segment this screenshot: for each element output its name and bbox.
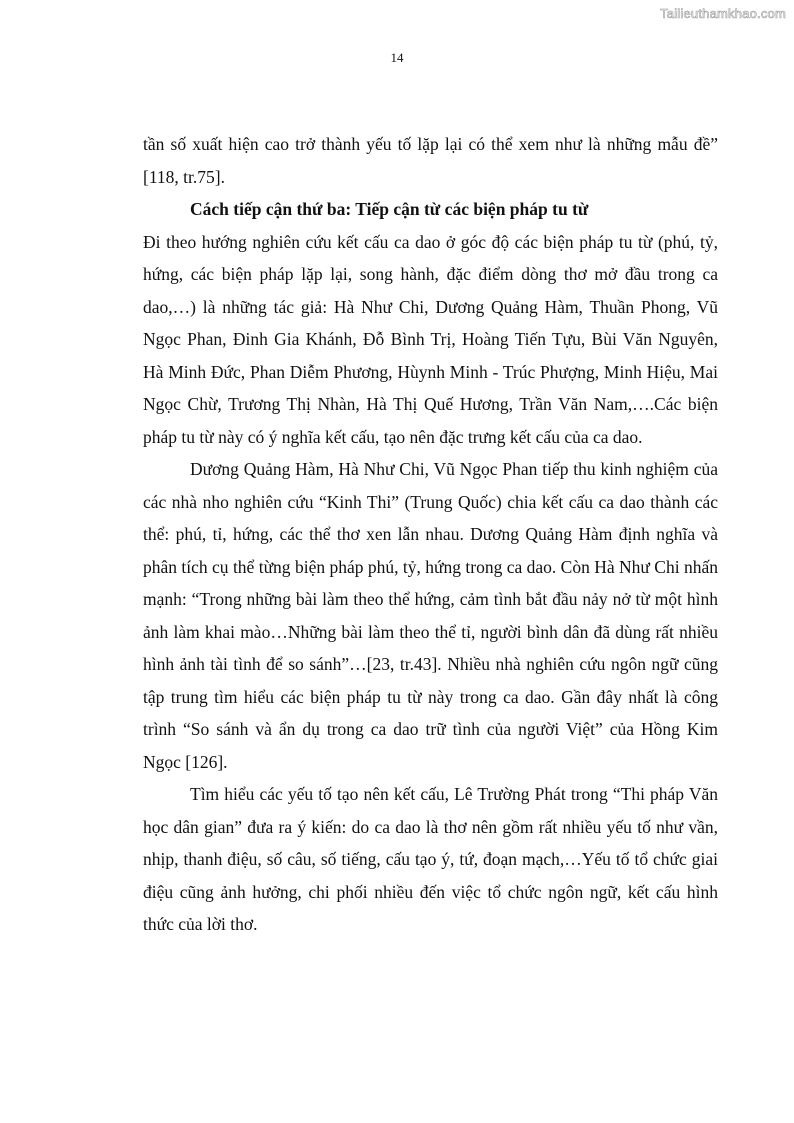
paragraph-structure-elements: Tìm hiểu các yếu tố tạo nên kết cấu, Lê Trường Phát trong “Thi pháp Văn học dân gian” đưa ra ý kiến: do ca dao là thơ nên gồm rất nhiều yếu tố như vần, nhịp, thanh điệu, số câu, số tiếng, cấu tạo ý, tứ, đoạn mạch,…Yếu tố tổ chức giai điệu cũng ảnh hưởng, chi phối nhiều đến việc tổ chức ngôn ngữ, kết cấu hình thức của lời thơ.	[143, 784, 718, 934]
document-body	[143, 128, 718, 941]
paragraph-approach-three: Đi theo hướng nghiên cứu kết cấu ca dao ở góc độ các biện pháp tu từ (phú, tỷ, hứng, các biện pháp lặp lại, song hành, đặc điểm dòng thơ mở đầu trong ca dao,…) là những tác giả: Hà Như Chi, Dương Quảng Hàm, Thuần Phong, Vũ Ngọc Phan, Đinh Gia Khánh, Đỗ Bình Trị, Hoàng Tiến Tựu, Bùi Văn Nguyên, Hà Minh Đức, Phan Diễm Phương, Hùynh Minh - Trúc Phượng, Minh Hiệu, Mai Ngọc Chừ, Trương Thị Nhàn, Hà Thị Quế Hương, Trần Văn Nam,….Các biện pháp tu từ này có ý nghĩa kết cấu, tạo nên đặc trưng kết cấu của ca dao.	[143, 231, 718, 447]
watermark: Tailieuthamkhao.com	[660, 6, 786, 21]
page-number: 14	[390, 50, 404, 65]
section-heading: Cách tiếp cận thứ ba: Tiếp cận từ các biện pháp tu từ	[190, 199, 589, 219]
paragraph-continuation: tần số xuất hiện cao trở thành yếu tố lặp lại có thể xem như là những mẫu đề” [118, tr.75].	[143, 134, 718, 187]
paragraph-kinh-thi: Dương Quảng Hàm, Hà Như Chi, Vũ Ngọc Phan tiếp thu kinh nghiệm của các nhà nho nghiên cứu “Kinh Thi” (Trung Quốc) chia kết cấu ca dao thành các thể: phú, tỉ, hứng, các thể thơ xen lẫn nhau. Dương Quảng Hàm định nghĩa và phân tích cụ thể từng biện pháp phú, tỷ, hứng trong ca dao. Còn Hà Như Chi nhấn mạnh: “Trong những bài làm theo thể hứng, cảm tình bắt đầu nảy nở từ một hình ảnh làm khai mào…Những bài làm theo thể tỉ, người bình dân đã dùng rất nhiều hình ảnh tài tình để so sánh”…[23, tr.43]. Nhiều nhà nghiên cứu ngôn ngữ cũng tập trung tìm hiểu các biện pháp tu từ này trong ca dao. Gần đây nhất là công trình “So sánh và ẩn dụ trong ca dao trữ tình của người Việt” của Hồng Kim Ngọc [126].	[143, 459, 718, 772]
